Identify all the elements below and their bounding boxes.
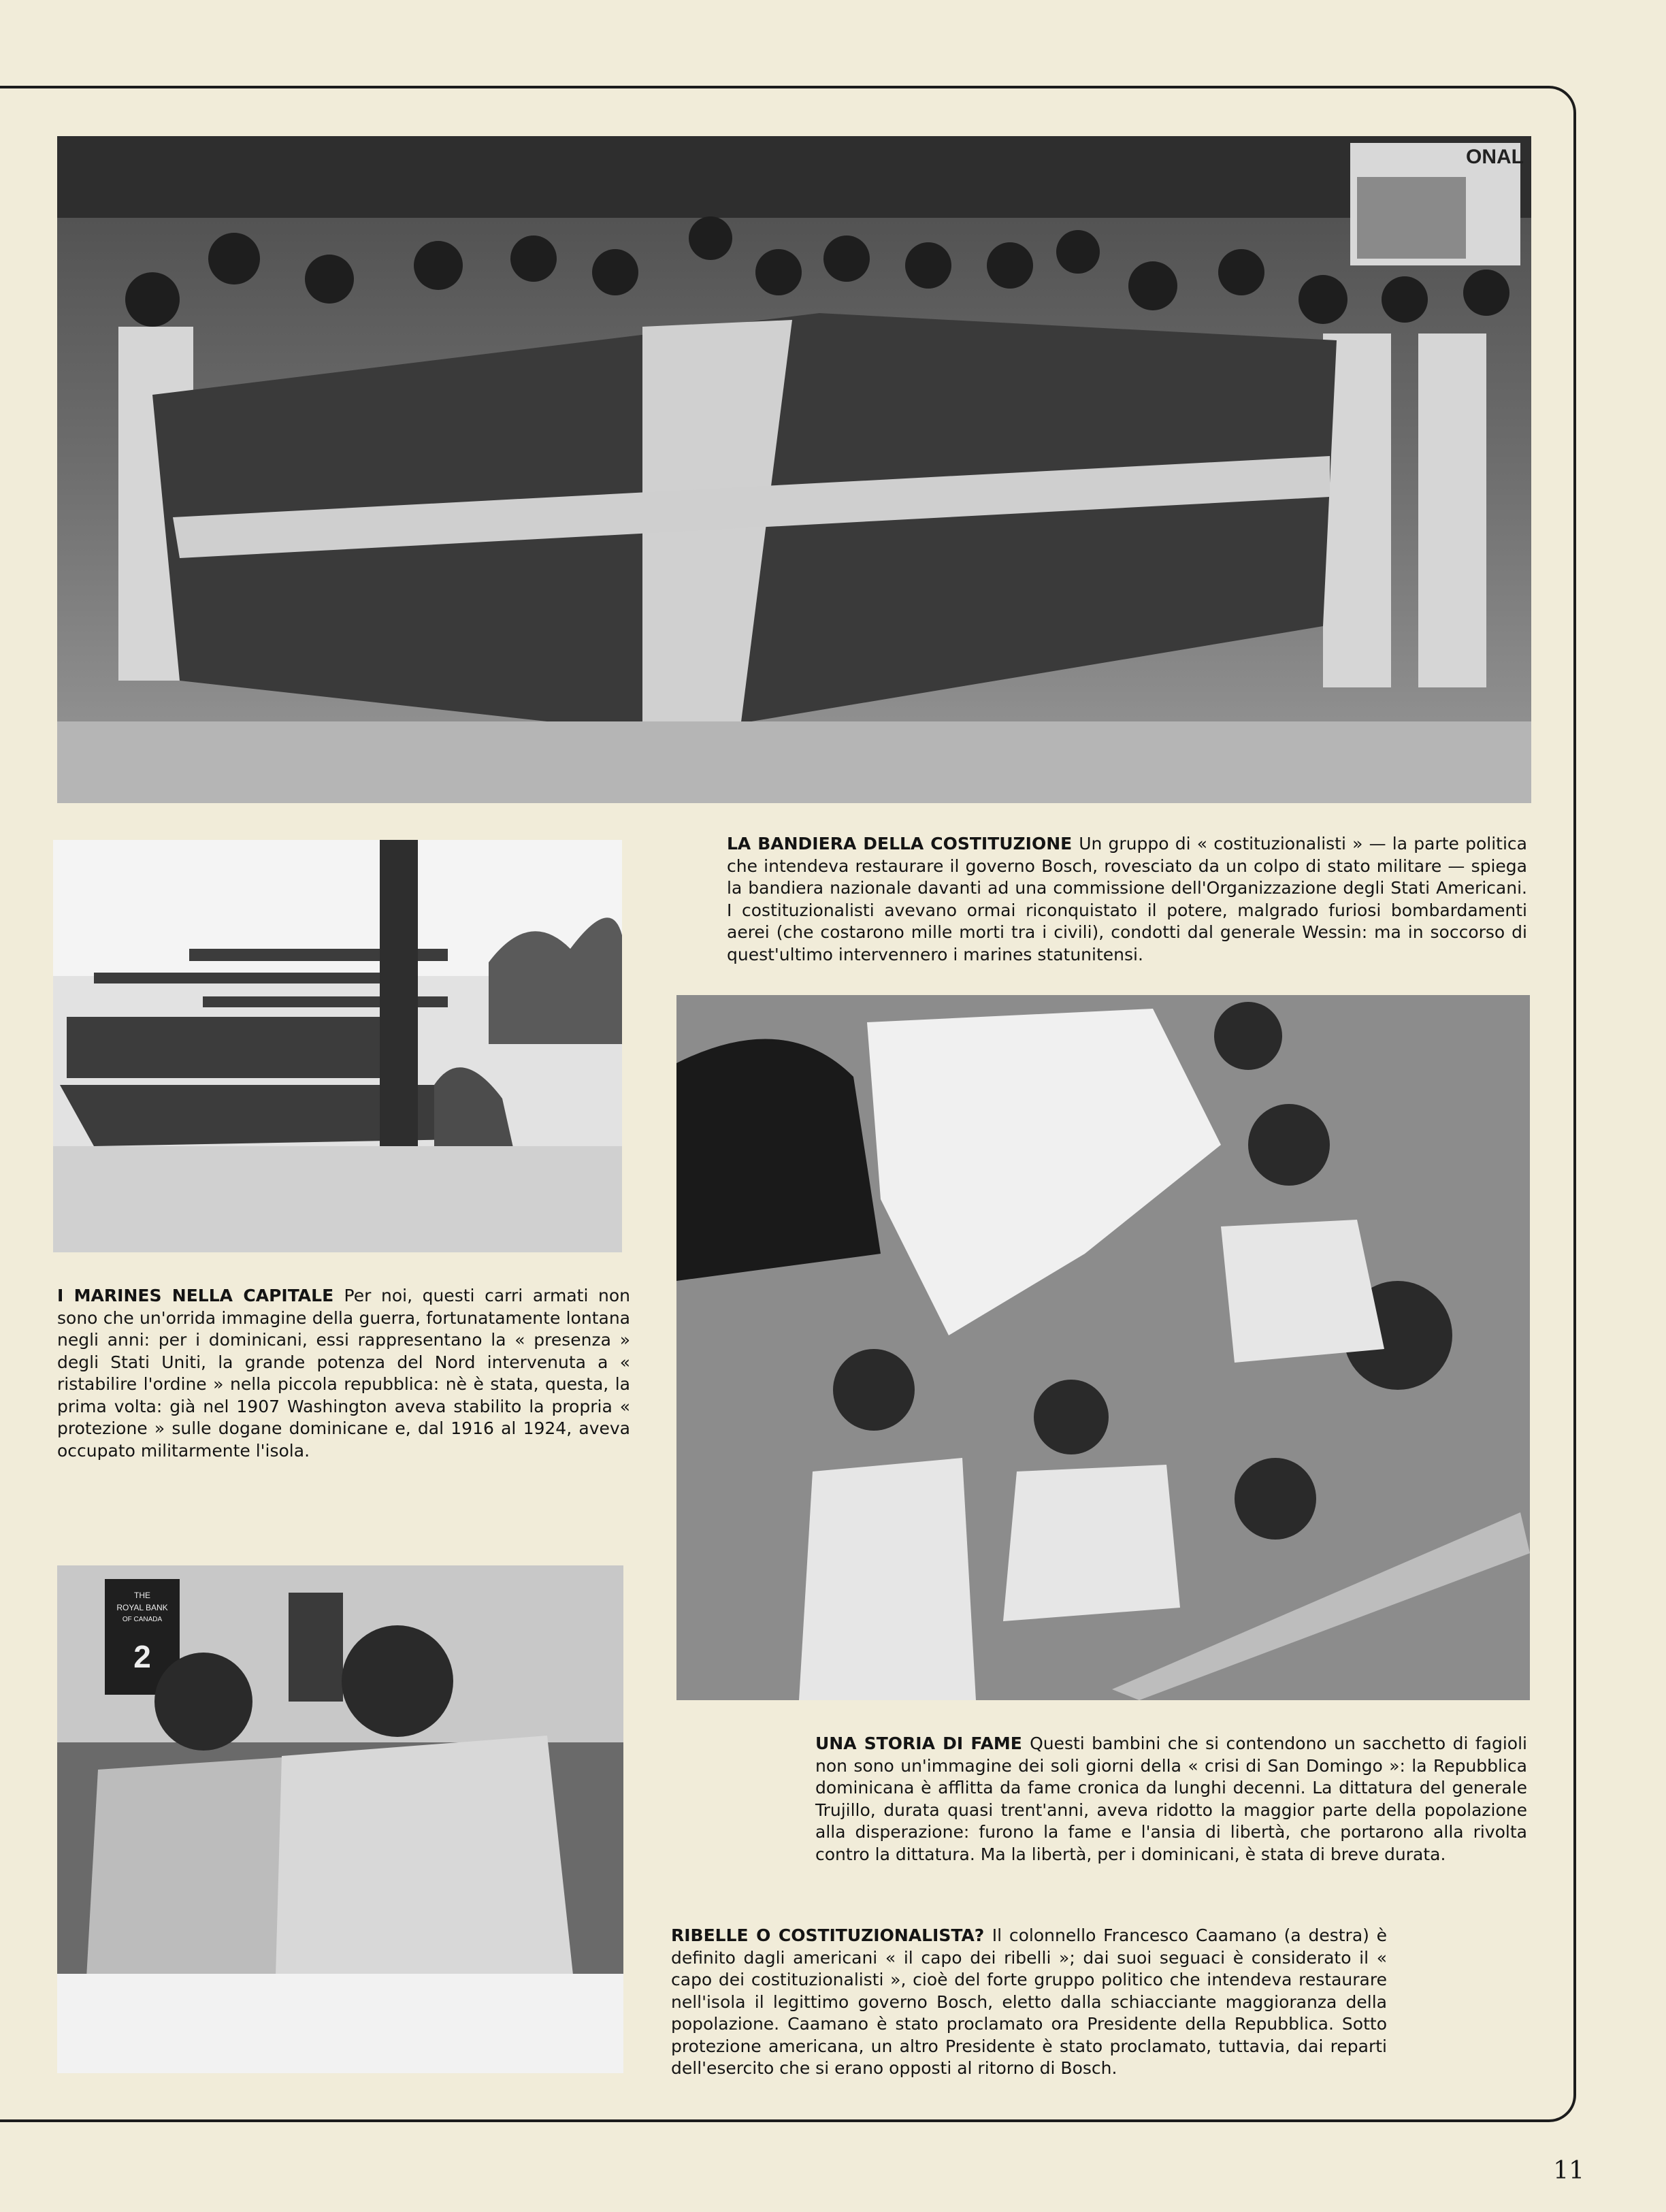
sign-number: 2 bbox=[133, 1639, 151, 1674]
caption-ribelle bbox=[671, 1925, 1387, 2080]
flag-photo bbox=[57, 136, 1531, 803]
caption-marines bbox=[57, 1285, 630, 1462]
sign-line-3: OF CANADA bbox=[122, 1616, 163, 1623]
flag-photo-sign: ONAL bbox=[1466, 146, 1524, 168]
page-number: 11 bbox=[1553, 2157, 1584, 2185]
caamano-photo bbox=[57, 1565, 623, 2073]
caption-ribelle-title: RIBELLE O COSTITUZIONALISTA? bbox=[671, 1925, 992, 1945]
sign-line-1: THE bbox=[134, 1591, 150, 1600]
children-crowd-photo bbox=[676, 995, 1530, 1700]
caption-fame bbox=[815, 1733, 1527, 1866]
caption-flag-title: LA BANDIERA DELLA COSTITUZIONE bbox=[727, 834, 1079, 853]
caption-marines-title: I MARINES NELLA CAPITALE bbox=[57, 1286, 344, 1305]
caption-flag-text: Un gruppo di « costituzionalisti » — la parte politica che intendeva restaurare il governo Bosch, rovesciato da un colpo di stato militare — spiega la bandiera nazionale davanti ad una commissione dell'Organizzazione degli Stati Americani. I costituzionalisti avevano ormai riconquistato il potere, malgrado furiosi bombardamenti aerei (che costarono mille morti tra i civili), condotti dal generale Wessin: ma in soccorso di quest'ultimo intervennero i marines statunitensi. bbox=[727, 834, 1527, 964]
caption-flag bbox=[727, 833, 1527, 966]
sign-line-2: ROYAL BANK bbox=[116, 1603, 168, 1612]
caption-ribelle-text: Il colonnello Francesco Caamano (a destra) è definito dagli americani « il capo dei ribelli »; dai suoi seguaci è considerato il « capo dei costituzionalisti », cioè del forte gruppo politico che intendeva restaurare nell'isola il legittimo governo Bosch, eletto dalla schiacciante maggioranza della popolazione. Caamano è stato proclamato ora Presidente della Repubblica. Sotto protezione americana, un altro Presidente è stato proclamato, tuttavia, dai reparti dell'esercito che si erano opposti al ritorno di Bosch. bbox=[671, 1925, 1387, 2078]
tanks-photo bbox=[53, 840, 622, 1252]
caption-fame-text: Questi bambini che si contendono un sacchetto di fagioli non sono un'immagine dei soli giorni della « crisi di San Domingo »: la Repubblica dominicana è afflitta da fame cronica da lunghi decenni. La dittatura del generale Trujillo, durata quasi trent'anni, aveva ridotto la maggior parte della popolazione alla disperazione: furono la fame e l'ansia di libertà, che portarono alla rivolta contro la dittatura. Ma la libertà, per i dominicani, è stata di breve durata. bbox=[815, 1734, 1527, 1864]
caption-marines-text: Per noi, questi carri armati non sono che un'orrida immagine della guerra, fortunatamente lontana negli anni: per i dominicani, essi rappresentano la « presenza » degli Stati Uniti, la grande potenza del Nord intervenuta a « ristabilire l'ordine » nella piccola repubblica: nè è stata, questa, la prima volta: già nel 1907 Washington aveva stabilito la propria « protezione » sulle dogane dominicane e, dal 1916 al 1924, aveva occupato militarmente l'isola. bbox=[57, 1286, 630, 1461]
caption-fame-title: UNA STORIA DI FAME bbox=[815, 1734, 1030, 1753]
